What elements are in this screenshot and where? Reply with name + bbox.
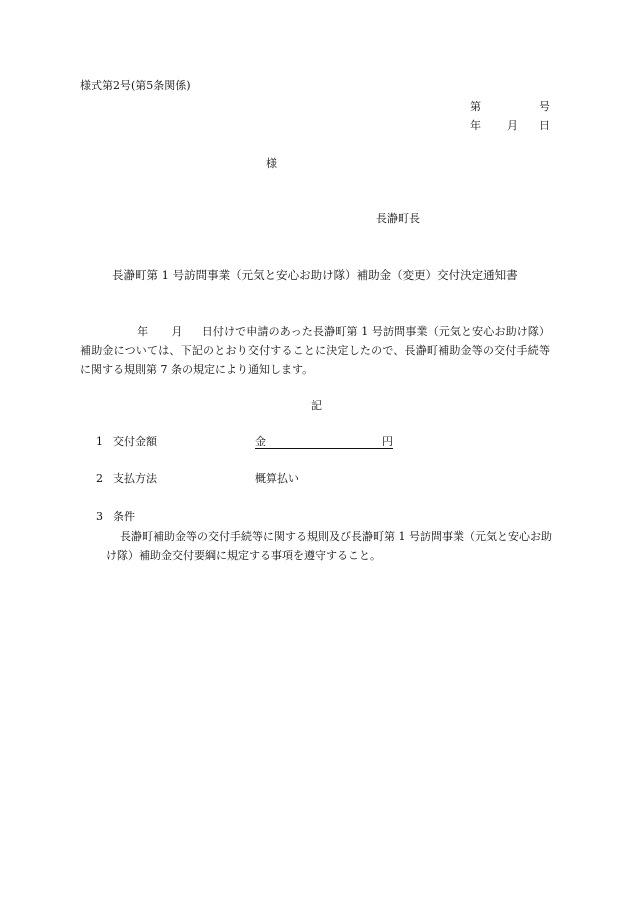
item-label-amount: 交付金額	[113, 435, 157, 448]
doc-number-suffix: 号	[539, 100, 550, 113]
body-text: 日付けで申請のあった長瀞町第 1 号訪問事業（元気と安心お助け隊）補助金については、下記のとおり交付することに決定したので、長瀞町補助金等の交付手続等に関する規則第 7 条の規定により通知します。	[80, 325, 551, 376]
form-number: 様式第2号(第5条関係)	[80, 79, 191, 92]
ki-heading: 記	[311, 399, 322, 412]
conditions-text: 長瀞町補助金等の交付手続等に関する規則及び長瀞町第 1 号訪問事業（元気と安心お助け隊）補助金交付要綱に規定する事項を遵守すること。	[106, 530, 552, 562]
doc-number-prefix: 第	[470, 100, 481, 113]
amount-field	[255, 436, 393, 449]
item-label-payment: 支払方法	[113, 472, 157, 485]
date-month: 月	[507, 119, 518, 132]
payment-method-value: 概算払い	[255, 472, 299, 485]
amount-prefix: 金	[255, 435, 266, 448]
item-number-3: 3	[96, 510, 103, 523]
item-number-1: 1	[96, 435, 103, 448]
body-paragraph	[80, 322, 550, 379]
body-year: 年	[137, 325, 149, 338]
body-month: 月	[171, 325, 183, 338]
date-day: 日	[539, 119, 550, 132]
item-label-conditions: 条件	[113, 510, 135, 523]
issuer: 長瀞町長	[376, 212, 420, 225]
document-title: 長瀞町第 1 号訪問事業（元気と安心お助け隊）補助金（変更）交付決定通知書	[112, 268, 518, 282]
addressee-suffix: 様	[266, 157, 277, 170]
date-year: 年	[470, 119, 481, 132]
amount-suffix: 円	[382, 435, 393, 448]
item-number-2: 2	[96, 472, 103, 485]
